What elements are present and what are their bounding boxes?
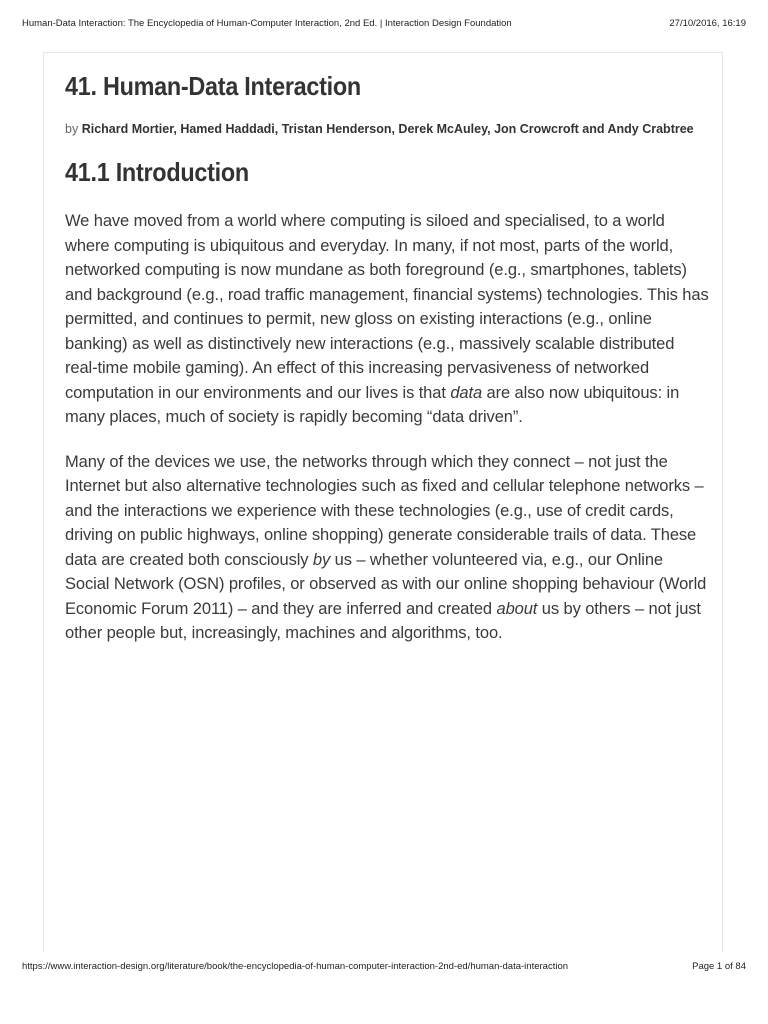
byline-prefix: by [65,122,79,136]
print-timestamp: 27/10/2016, 16:19 [669,18,746,29]
section-title: 41.1 Introduction [65,157,249,187]
chapter-title: 41. Human-Data Interaction [65,71,361,101]
article-content [65,71,710,646]
paragraph-2-text-c: us by others – not just other people but, increasingly, machines and algorithms, too. [65,599,701,642]
page-url: https://www.interaction-design.org/literature/book/the-encyclopedia-of-human-computer-interaction-2nd-ed/human-data-interaction [22,961,569,972]
paragraph-2-text-a: Many of the devices we use, the networks through which they connect – not just the Internet but also alternative technologies such as fixed and cellular telephone networks – and the interactions we experience with these technologies (e.g., use of credit cards, driving on public highways, online shopping) generate considerable trails of data. These data are created both consciously [65,452,704,569]
document-title: Human-Data Interaction: The Encyclopedia of Human-Computer Interaction, 2nd Ed. | Interaction Design Foundation [22,18,512,29]
paragraph-2-emphasis-about: about [496,599,538,618]
author-list[interactable]: Richard Mortier, Hamed Haddadi, Tristan Henderson, Derek McAuley, Jon Crowcroft and Andy Crabtree [81,122,694,136]
article-card [43,52,723,952]
byline [65,121,710,137]
paragraph-1-text-a: We have moved from a world where computing is siloed and specialised, to a world where computing is ubiquitous and everyday. In many, if not most, parts of the world, networked computing is now mundane as both foreground (e.g., smartphones, tablets) and background (e.g., road traffic management, financial systems) technologies. This has permitted, and continues to permit, new gloss on existing interactions (e.g., online banking) as well as distinctively new interactions (e.g., massively scalable distributed real-time mobile gaming). An effect of this increasing pervasiveness of networked computation in our environments and our lives is that [65,212,709,402]
paragraph-2 [65,450,710,646]
print-header [22,18,746,32]
paragraph-2-text-b: us – whether volunteered via, e.g., our Online Social Network (OSN) profiles, or observed as with our online shopping behaviour (World Economic Forum 2011) – and they are inferred and created [65,550,707,618]
print-footer [22,961,746,975]
paragraph-1-text-b: are also now ubiquitous: in many places, much of society is rapidly becoming “data driven”. [65,383,680,426]
page-indicator: Page 1 of 84 [692,961,746,972]
paragraph-1 [65,209,710,430]
paragraph-2-emphasis-by: by [312,550,331,569]
paragraph-1-emphasis-data: data [450,383,483,402]
